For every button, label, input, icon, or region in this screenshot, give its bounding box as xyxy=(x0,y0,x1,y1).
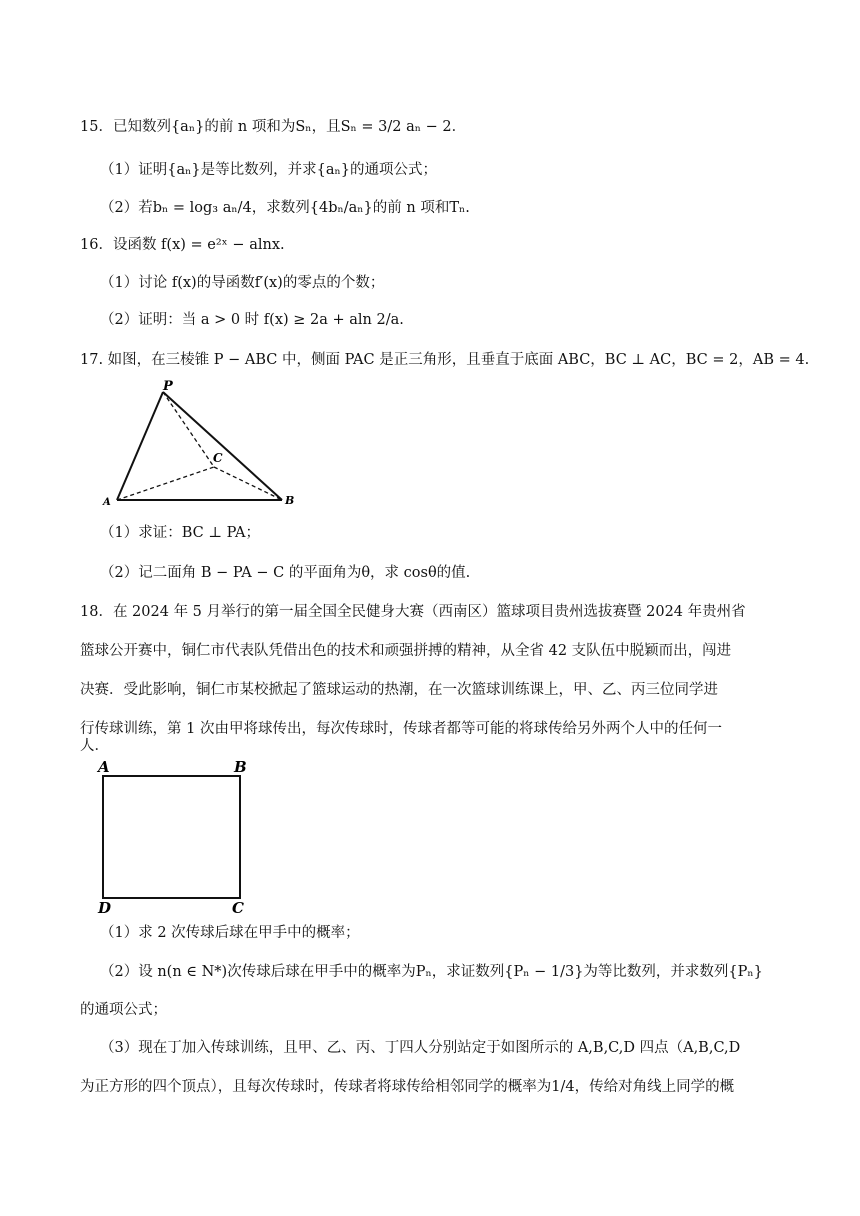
q18-part1: （1）求 2 次传球后球在甲手中的概率； xyxy=(100,925,360,941)
q18-part3-line-2: 为正方形的四个顶点），且每次传球时，传球者将球传给相邻同学的概率为1/4，传给对角线上同学的概 xyxy=(80,1079,735,1095)
q16-header: 16．设函数 f(x) = e²ˣ − alnx. xyxy=(80,237,285,253)
q16-part1: （1）讨论 f(x)的导函数f′(x)的零点的个数； xyxy=(100,275,385,291)
q18-line-3: 决赛．受此影响，铜仁市某校掀起了篮球运动的热潮，在一次篮球训练课上，甲、乙、丙三位同学进 xyxy=(80,682,718,698)
vertex-label-a: A xyxy=(103,497,111,508)
vertex-label-c: C xyxy=(213,451,223,465)
q18-line-2: 篮球公开赛中，铜仁市代表队凭借出色的技术和顽强拼搏的精神，从全省 42 支队伍中脱颖而出，闯进 xyxy=(80,643,732,659)
vertex-label-c: C xyxy=(232,899,244,916)
q15-part2: （2）若bₙ = log₃ aₙ/4，求数列{4bₙ/aₙ}的前 n 项和Tₙ. xyxy=(100,200,470,216)
q18-part2-line-2: 的通项公式； xyxy=(80,1002,167,1018)
q15-part1: （1）证明{aₙ}是等比数列，并求{aₙ}的通项公式； xyxy=(100,162,437,178)
q17-part2: （2）记二面角 B − PA − C 的平面角为θ，求 cosθ的值. xyxy=(100,565,471,581)
q17-header: 17. 如图，在三棱锥 P − ABC 中，侧面 PAC 是正三角形，且垂直于底面 ABC，BC ⊥ AC，BC = 2，AB = 4. xyxy=(80,352,810,368)
q18-line-4: 行传球训练，第 1 次由甲将球传出，每次传球时，传球者都等可能的将球传给另外两个人中的任何一 xyxy=(80,721,722,737)
q18-line-1: 18．在 2024 年 5 月举行的第一届全国全民健身大赛（西南区）篮球项目贵州选拔赛暨 2024 年贵州省 xyxy=(80,604,746,620)
q15-header: 15．已知数列{aₙ}的前 n 项和为Sₙ，且Sₙ = 3/2 aₙ − 2． xyxy=(80,119,467,135)
vertex-label-d: D xyxy=(98,899,112,916)
q16-part2: （2）证明：当 a > 0 时 f(x) ≥ 2a + aln 2/a. xyxy=(100,312,404,328)
vertex-label-p: P xyxy=(163,379,173,394)
square-figure xyxy=(92,756,262,916)
q18-part3-line-1: （3）现在丁加入传球训练，且甲、乙、丙、丁四人分别站定于如图所示的 A,B,C,D 四点（A,B,C,D xyxy=(100,1040,741,1056)
vertex-label-b: B xyxy=(285,494,295,507)
q17-part1: （1）求证：BC ⊥ PA； xyxy=(100,525,260,541)
q18-line-5: 人． xyxy=(80,738,109,754)
q18-part2-line-1: （2）设 n(n ∈ N*)次传球后球在甲手中的概率为Pₙ，求证数列{Pₙ − 1/3}为等比数列，并求数列{Pₙ} xyxy=(100,964,763,980)
tetrahedron-figure xyxy=(100,378,300,513)
vertex-label-a: A xyxy=(98,758,110,776)
vertex-label-b: B xyxy=(234,758,247,776)
